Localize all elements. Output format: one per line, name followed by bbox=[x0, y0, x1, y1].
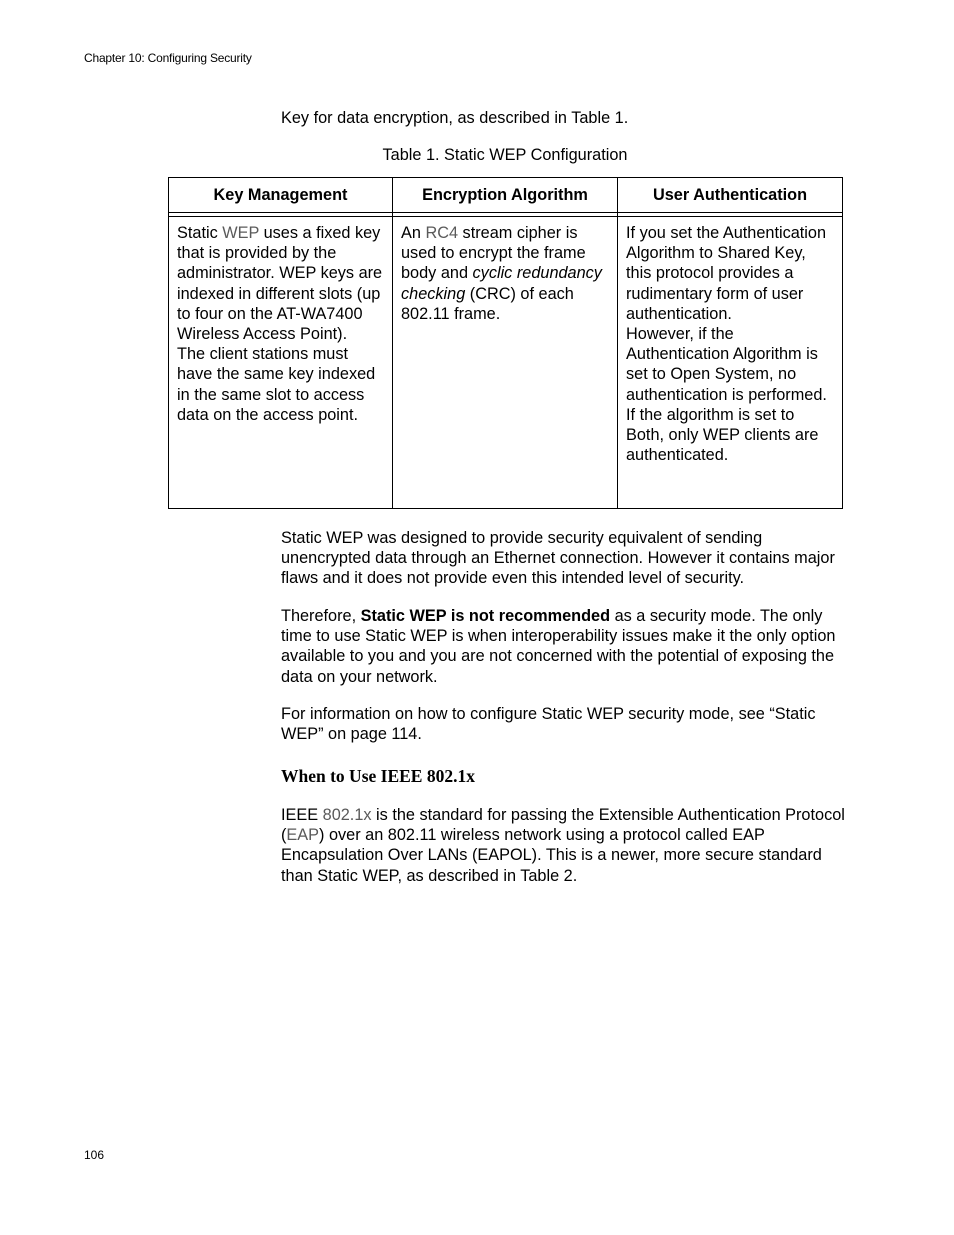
text: Static bbox=[177, 224, 223, 242]
table-header-row bbox=[169, 178, 843, 213]
header-user-authentication: User Authentication bbox=[618, 178, 843, 213]
text: The client stations must have the same key indexed in the same slot to access data on the access point. bbox=[177, 345, 376, 424]
text: If the algorithm is set to Both, only WEP clients are authenticated. bbox=[626, 405, 819, 465]
paragraph-static-wep-design: Static WEP was designed to provide security equivalent of sending unencrypted data through an Ethernet connection. However it contains major flaws and it does not provide even this intended level of security. bbox=[281, 529, 835, 588]
chapter-header: Chapter 10: Configuring Security bbox=[84, 51, 252, 65]
text: Therefore, bbox=[281, 607, 361, 625]
eap-link[interactable]: EAP bbox=[286, 826, 320, 845]
8021x-link[interactable]: 802.1x bbox=[322, 806, 372, 824]
paragraph-ieee-8021x bbox=[281, 805, 846, 886]
static-wep-table bbox=[168, 177, 843, 509]
text: An bbox=[401, 224, 426, 242]
table-caption: Table 1. Static WEP Configuration bbox=[382, 146, 628, 164]
paragraph-not-recommended bbox=[281, 606, 846, 687]
text: stream cipher is used to encrypt the frame body and bbox=[401, 224, 586, 283]
cell-user-authentication bbox=[618, 217, 843, 509]
section-heading: When to Use IEEE 802.1x bbox=[281, 766, 475, 786]
bold-text: Static WEP is not recommended bbox=[360, 607, 611, 625]
text: uses a fixed key that is provided by the administrator. WEP keys are indexed in different slots (up to four on the AT-WA7400 Wireless Access Point). bbox=[177, 224, 383, 344]
italic-text: cyclic redundancy checking bbox=[401, 264, 602, 303]
cell-encryption-algorithm bbox=[393, 217, 618, 509]
rc4-link[interactable]: RC4 bbox=[425, 224, 459, 242]
text: However, if the Authentication Algorithm is set to Open System, no authentication is performed. bbox=[626, 325, 827, 404]
paragraph-configure-reference: For information on how to configure Static WEP security mode, see “Static WEP” on page 114. bbox=[281, 705, 816, 744]
cell-key-management bbox=[169, 217, 393, 509]
text: ) over an 802.11 wireless network using a protocol called EAP Encapsulation Over LANs (EAPOL). This is a newer, more secure standard than Static WEP, as described in Table 2. bbox=[281, 826, 822, 885]
text: is the standard for passing the Extensible Authentication Protocol ( bbox=[281, 806, 845, 845]
table-row bbox=[169, 217, 843, 509]
header-encryption-algorithm: Encryption Algorithm bbox=[393, 178, 618, 213]
wep-link[interactable]: WEP bbox=[222, 224, 260, 242]
text: as a security mode. The only time to use Static WEP is when interoperability issues make it the only option available to you and you are not concerned with the potential of exposing the data on your network. bbox=[281, 607, 836, 686]
text: (CRC) of each 802.11 frame. bbox=[401, 284, 574, 323]
header-key-management: Key Management bbox=[169, 178, 393, 213]
page-number: 106 bbox=[84, 1148, 105, 1162]
text: IEEE bbox=[281, 806, 323, 824]
intro-text: Key for data encryption, as described in Table 1. bbox=[281, 109, 629, 127]
text: If you set the Authentication Algorithm to Shared Key, this protocol provides a rudimentary form of user authentication. bbox=[626, 224, 827, 323]
